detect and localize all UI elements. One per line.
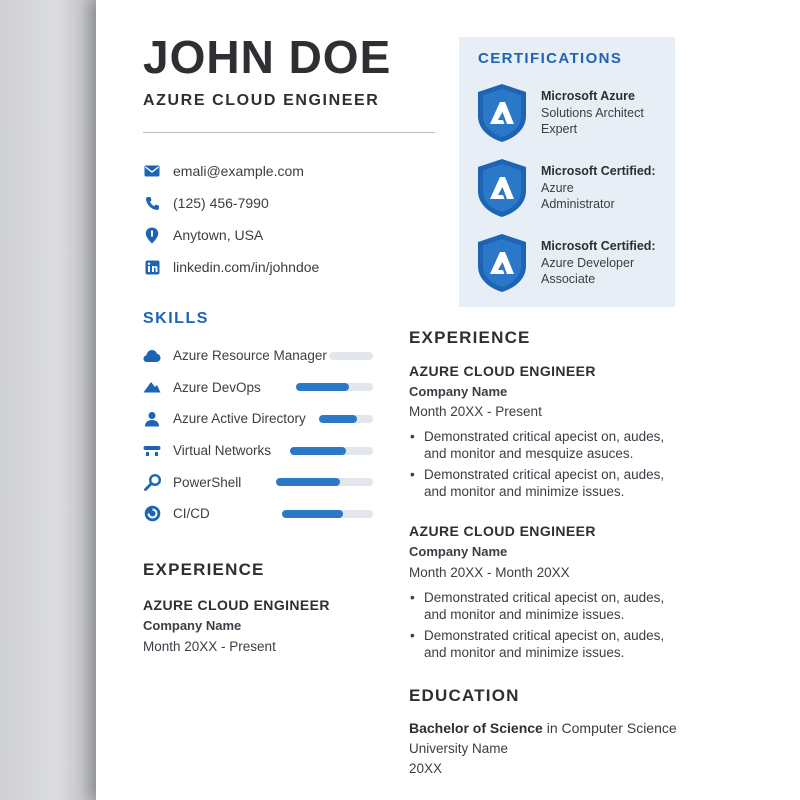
background-shadow [0,0,96,800]
contact-linkedin-text: linkedin.com/in/johndoe [173,259,320,275]
powershell-key-icon [143,473,161,491]
certification-item [476,233,671,295]
skill-item [143,372,375,404]
skill-label: CI/CD [173,506,210,522]
phone-icon [143,194,161,212]
contact-list [143,155,423,283]
certification-item [476,158,671,220]
company-name: Company Name [409,384,508,399]
certification-line: Administrator [541,197,615,211]
devops-icon [143,378,161,396]
cloud-icon [143,347,161,365]
certification-name-bold: Microsoft Azure [541,89,635,103]
candidate-name: JOHN DOE [143,31,392,83]
certification-line: Solutions Architect [541,105,644,120]
skill-item [143,403,375,435]
job-bullet: • Demonstrated critical apecist on, audes, and monitor and minimize issues. [409,466,679,500]
job-title: AZURE CLOUD ENGINEER [143,597,330,613]
certification-text [541,238,656,288]
certification-line: Expert [541,122,578,136]
contact-linkedin[interactable] [143,251,423,283]
skill-label: Azure Active Directory [173,411,306,427]
skill-level-bar [296,383,373,391]
skills-list [143,340,375,530]
job-dates: Month 20XX - Present [409,404,542,419]
azure-badge-icon [476,83,528,143]
candidate-role: AZURE CLOUD ENGINEER [143,92,380,109]
certification-line: Azure [541,180,574,195]
job-bullet: • Demonstrated critical apecist on, audes, and monitor and minimize issues. [409,627,679,661]
skill-level-bar [319,415,373,423]
skill-level-fill [319,415,357,423]
certification-text [541,88,644,138]
skill-label: Virtual Networks [173,443,272,459]
certification-name-bold: Microsoft Certified: [541,239,656,253]
skill-level-bar [282,510,373,518]
email-icon [143,162,161,180]
certifications-heading: CERTIFICATIONS [478,50,623,67]
contact-location-text: Anytown, USA [173,227,264,243]
contact-email[interactable] [143,155,423,187]
certification-text [541,163,656,213]
experience-heading-left: EXPERIENCE [143,560,265,579]
contact-email-text: emali@example.com [173,163,304,179]
job-bullet: • Demonstrated critical apecist on, audes, and monitor and minimize issues. [409,589,679,623]
certification-line: Associate [541,272,596,286]
university-name: University Name [409,741,509,756]
job-bullets [409,428,679,504]
certification-line: Azure Developer [541,255,635,270]
job-dates: Month 20XX - Month 20XX [409,565,570,580]
skill-level-bar [276,478,373,486]
contact-phone-text: (125) 456-7990 [173,195,269,211]
user-icon [143,410,161,428]
skill-level-fill [290,447,346,455]
cicd-cycle-icon [143,505,161,523]
skill-label: Azure Resource Manager [173,348,327,364]
education-degree-line [409,720,677,736]
graduation-year: 20XX [409,761,443,776]
skill-item [143,340,375,372]
education-heading: EDUCATION [409,686,520,705]
contact-phone[interactable] [143,187,423,219]
skill-level-bar [290,447,373,455]
company-name: Company Name [409,544,508,559]
linkedin-icon [143,258,161,276]
network-icon [143,442,161,460]
skill-level-bar [329,352,373,360]
header-divider [143,132,435,133]
job-title: AZURE CLOUD ENGINEER [409,523,596,539]
certification-item [476,83,671,145]
degree-field: in Computer Science [546,720,677,736]
job-title: AZURE CLOUD ENGINEER [409,363,596,379]
skill-level-fill [282,510,343,518]
contact-location [143,219,423,251]
skill-item [143,466,375,498]
skill-item [143,435,375,467]
company-name: Company Name [143,618,242,633]
skill-label: PowerShell [173,474,242,490]
skill-level-fill [276,478,340,486]
job-dates: Month 20XX - Present [143,639,276,654]
certification-name-bold: Microsoft Certified: [541,164,656,178]
skill-level-fill [296,383,349,391]
job-bullet: • Demonstrated critical apecist on, audes, and monitor and mesquize asuces. [409,428,679,462]
skill-label: Azure DevOps [173,379,261,395]
azure-badge-icon [476,233,528,293]
skills-heading: SKILLS [143,310,209,327]
experience-heading-right: EXPERIENCE [409,328,531,347]
azure-badge-icon [476,158,528,218]
skill-item [143,498,375,530]
location-pin-icon [143,226,161,244]
degree-name: Bachelor of Science [409,720,543,736]
job-bullets [409,589,679,665]
certifications-panel [459,37,675,307]
